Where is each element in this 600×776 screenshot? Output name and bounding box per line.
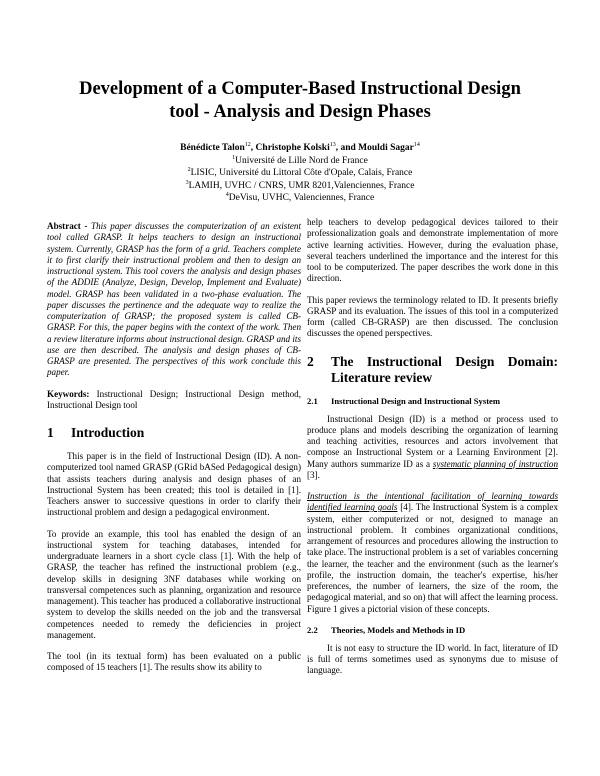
affiliation bbox=[60, 192, 540, 205]
abstract bbox=[47, 221, 301, 379]
subsection-number: 2.1 bbox=[307, 395, 318, 406]
paragraph-text: Instructional Design (ID) is a method or process used to produce plans and models describing the organization of learning and teaching activities, resources and actors involvement that compose an Instructional System or a Learning Environment [2]. Many authors summarize ID as a bbox=[307, 413, 558, 469]
right-column bbox=[307, 217, 558, 687]
author-separator: , and bbox=[335, 143, 359, 153]
affiliation bbox=[60, 180, 540, 193]
title-line-2: tool - Analysis and Design Phases bbox=[169, 102, 431, 122]
paragraph: To provide an example, this tool has enabled the design of an instructional system for teaching databases, intended for undergraduate learners in a short cycle class [1]. With the help of GRASP, the teacher has refined the instructional problem (e.g., develop skills in designing 3NF databases while working on transversal competences such as planning, organization and resource management). This teacher has produced a collaborative instructional system to develop the skills needed on the job and the transversal competences needed to remedy the deficiencies in project management. bbox=[47, 528, 301, 640]
affiliation-text: LISIC, Université du Littoral Côte d'Opale, Calais, France bbox=[190, 168, 413, 179]
section-title: The Instructional Design Domain: Literature review bbox=[331, 353, 558, 385]
affiliation-sup: 4 bbox=[225, 192, 229, 199]
emphasis-text: Instruction is the intentional facilitation of learning towards identified learning goals bbox=[307, 491, 558, 513]
author-1-sup: 12 bbox=[244, 141, 251, 148]
abstract-label: Abstract - bbox=[47, 221, 92, 231]
affiliation-text: Université de Lille Nord de France bbox=[235, 155, 368, 166]
section-heading bbox=[307, 354, 558, 386]
left-column bbox=[47, 221, 301, 684]
subsection-number: 2.2 bbox=[307, 624, 318, 635]
affiliation-text: LAMIH, UVHC / CNRS, UMR 8201,Valenciennes, France bbox=[188, 180, 415, 191]
author-3-sup: 14 bbox=[413, 141, 420, 148]
author-3: Mouldi Sagar bbox=[358, 143, 414, 153]
subsection-title: Theories, Models and Methods in ID bbox=[331, 624, 466, 635]
affiliation bbox=[60, 167, 540, 180]
abstract-text: This paper discusses the computerization of an existent tool called GRASP. It helps teachers to design an instructional system. Currently, GRASP has the form of a grid. Teachers complete it to first clarify their instructional problem and then to design an instructional system. This tool covers the analysis and design phases of the ADDIE (Analyze, Design, Develop, Implement and Evaluate) model. GRASP has been validated in a two-phase evaluation. The paper discusses the pertinence and the adequate way to realize the computerization of GRASP; the proposed system is called CB-GRASP. For this, the paper begins with the context of the work. Then a review literature informs about instructional design. GRASP and its use are then described. The analysis and design phases of CB-GRASP are presented. The perspectives of this work conclude this paper. bbox=[47, 221, 301, 378]
subsection-title: Instructional Design and Instructional System bbox=[331, 395, 501, 406]
paragraph: It is not easy to structure the ID world. In fact, literature of ID is full of terms sometimes used as synonyms due to misuse of language. bbox=[307, 642, 558, 676]
keywords bbox=[47, 389, 301, 412]
author-separator: , bbox=[250, 143, 256, 153]
affiliation-sup: 1 bbox=[232, 154, 236, 161]
section-number: 2 bbox=[307, 353, 314, 369]
section-number: 1 bbox=[47, 425, 54, 440]
subsection-heading bbox=[307, 625, 558, 636]
emphasis-text: systematic planning of instruction bbox=[432, 458, 558, 469]
paragraph: This paper reviews the terminology related to ID. It presents briefly GRASP and its evaluation. The issues of this tool in a computerized form (called CB-GRASP) are then discussed. The conclusion discusses the opened perspectives. bbox=[307, 294, 558, 339]
author-1: Bénédicte Talon bbox=[180, 143, 245, 153]
paragraph bbox=[307, 491, 558, 615]
paragraph bbox=[307, 414, 558, 482]
paragraph-text: [3]. bbox=[307, 469, 320, 480]
affiliation-text: DeVisu, UVHC, Valenciennes, France bbox=[228, 193, 375, 204]
section-title: Introduction bbox=[71, 425, 145, 440]
affiliation-sup: 2 bbox=[187, 167, 191, 174]
author-2-sup: 13 bbox=[329, 141, 336, 148]
keywords-label: Keywords: bbox=[47, 388, 90, 399]
paragraph-text: [4]. The Instructional System is a complex system, either computerized or not, designed to manage an instructional problem. It combines organizational conditions, arrangement of resources and procedures allowing the instruction to take place. The instructional problem is a set of variables concerning the learner, the teacher and the environment (such as the learner's profile, the instruction domain, the teacher's expertise, his/her preferences, the number of learners, the size of the room, the pedagogical material, and so on) that will affect the learning process. Figure 1 gives a pictorial vision of these concepts. bbox=[307, 502, 558, 614]
author-block bbox=[60, 142, 540, 205]
paragraph: help teachers to develop pedagogical devices tailored to their professionalization goals and demonstrate implementation of more active learning activities. However, during the evaluation phase, several teachers underlined the importance and the interest for this tool to be computerized. The paper describes the work done in this direction. bbox=[307, 217, 558, 284]
subsection-heading bbox=[307, 396, 558, 407]
section-heading bbox=[47, 425, 301, 441]
paragraph: This paper is in the field of Instructional Design (ID). A non-computerized tool named GRASP (GRid bASed Pedagogical design) that assists teachers during analysis and design phases of an Instructional System has been created; this tool is detailed in [1]. Teachers answer to successive questions in order to clarify their instructional problem and design a pedagogical environment. bbox=[47, 451, 301, 518]
paper-title bbox=[40, 78, 560, 124]
affiliation-sup: 3 bbox=[185, 179, 189, 186]
author-names bbox=[60, 142, 540, 155]
keywords-text: Instructional Design; Instructional Design method, Instructional Design tool bbox=[47, 388, 301, 410]
affiliation bbox=[60, 155, 540, 168]
author-2: Christophe Kolski bbox=[255, 143, 330, 153]
paragraph: The tool (in its textual form) has been evaluated on a public composed of 15 teachers [1]. The results show its ability to bbox=[47, 651, 301, 673]
title-line-1: Development of a Computer-Based Instructional Design bbox=[79, 79, 521, 99]
